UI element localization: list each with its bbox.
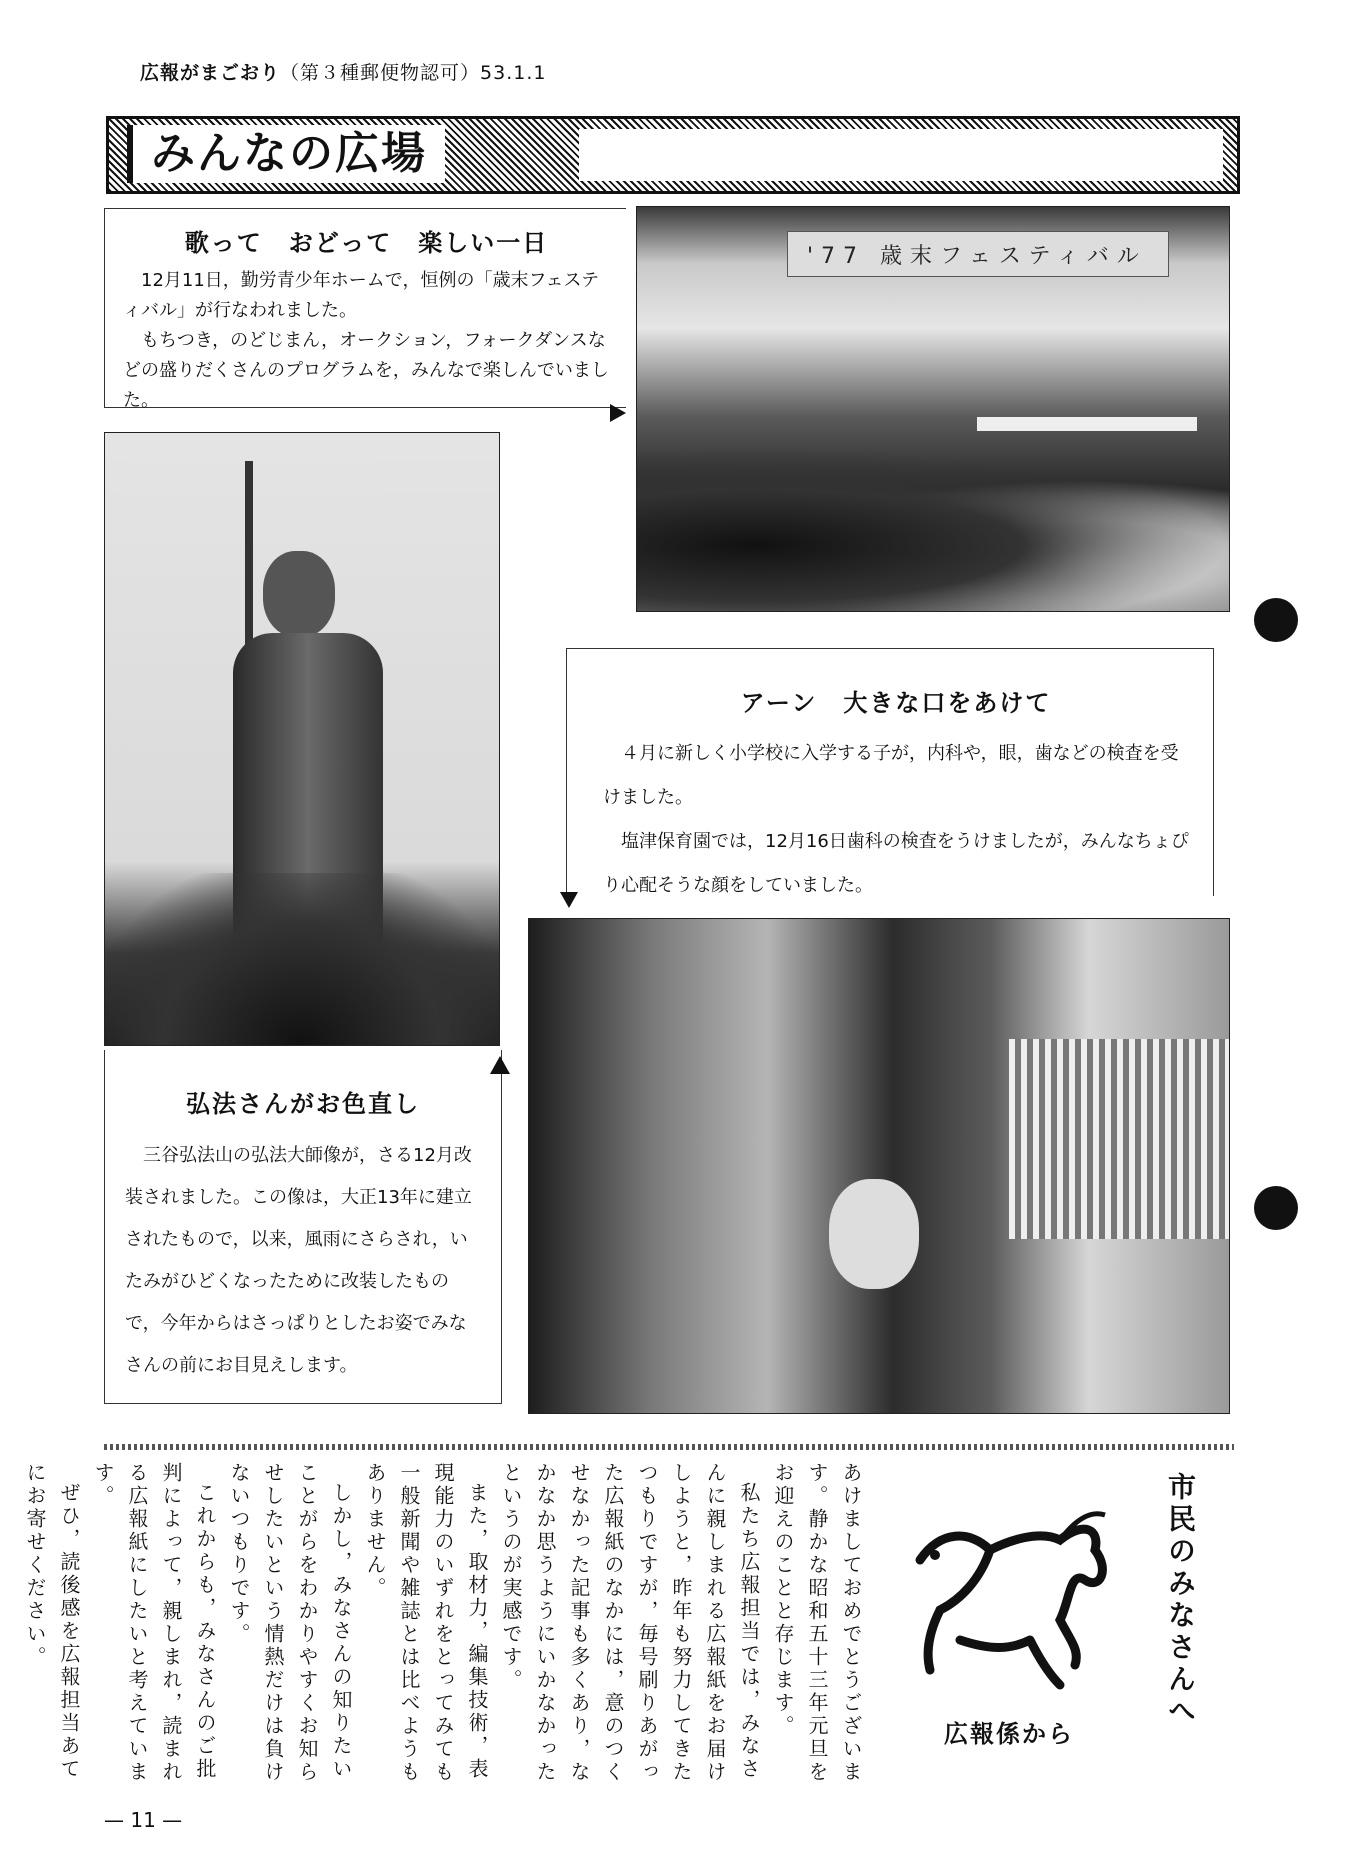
statue-title: 弘法さんがお色直し [186,1090,420,1118]
horse-illustration [900,1500,1130,1700]
column-paragraph: 私たち広報担当では，みなさんに親しまれる広報紙をお届けしようと，昨年も努力してきたつもりですが，毎号刷りあがった広報紙のなかには，意のつくせなかった記事も多くあり，なかなか思うようにいかなかったというのが実感です。 [499,1462,761,1784]
festival-paragraph: もちつき，のどじまん，オークション，フォークダンスなどの盛りだくさんのプログラムを，みんなで楽しんでいました。 [123,330,609,411]
checkup-paragraph: 塩津保育園では，12月16日歯科の検査をうけましたが，みんなちょぴり心配そうな顔をしていました。 [603,831,1189,896]
publication-permit: （第３種郵便物認可）53.1.1 [280,62,547,84]
statue-base-trees [105,873,499,1045]
page-number: — 11 — [104,1808,183,1832]
up-arrow-icon [490,1056,510,1074]
checkup-article [566,648,1214,896]
statue-article [104,1050,502,1404]
festival-paragraph: 12月11日，勤労青少年ホームで，恒例の「歳末フェスティバル」が行なわれました。 [123,270,600,321]
statue-photo [104,432,500,1046]
section-title: みんなの広場 [127,125,445,183]
banner-blank-area [579,129,1223,181]
column-paragraph: これからも，みなさんのご批判によって，親しまれ，読まれる広報紙にしたいと考えています。 [91,1462,217,1784]
checkup-photo [528,918,1230,1414]
binder-hole-bottom [1254,1186,1298,1230]
checkup-title: アーン 大きな口をあけて [740,689,1052,717]
down-arrow-icon [560,892,578,908]
column-paragraph: あけましておめでとうございます。静かな昭和五十三年元旦をお迎えのことと存じます。 [771,1462,863,1784]
festival-crowd [637,447,1229,611]
column-title: 市民のみなさんへ [1164,1472,1197,1728]
right-arrow-icon [610,404,626,422]
horse-icon [900,1500,1130,1700]
column-paragraph: また，取材力，編集技術，表現能力のいずれをとってみても一般新聞や雑誌とは比べようもありません。 [363,1462,489,1784]
festival-stage-table [977,417,1197,431]
column-paragraph: ぜひ，読後感を広報担当あてにお寄せください。 [23,1462,81,1781]
section-divider [104,1444,1234,1450]
column-signature: 広報係から [944,1720,1074,1748]
festival-photo [636,206,1230,612]
column-body [23,1462,868,1796]
festival-article [104,208,626,411]
statue-head [263,551,335,637]
festival-banner-text: '77 歳末フェスティバル [807,244,1147,269]
checkup-child-face [829,1179,919,1289]
statue-paragraph: 三谷弘法山の弘法大師像が，さる12月改装されました。この像は，大正13年に建立されたもので，以来，風雨にさらされ，いたみがひどくなったために改装したもので，今年からはさっぱりとしたお姿でみなさんの前にお目見えします。 [125,1145,472,1376]
festival-title: 歌って おどって 楽しい一日 [184,229,549,257]
publication-name: 広報がまごおり [140,62,281,84]
publication-header [140,58,546,85]
column-paragraph: しかし，みなさんの知りたいことがらをわかりやすくお知らせしたいという情熱だけは負けないつもりです。 [227,1462,353,1784]
checkup-bookshelf [1009,1039,1229,1239]
checkup-paragraph: ４月に新しく小学校に入学する子が，内科や，眼，歯などの検査を受けました。 [603,743,1179,808]
section-banner [106,116,1240,194]
binder-hole-top [1254,598,1298,642]
